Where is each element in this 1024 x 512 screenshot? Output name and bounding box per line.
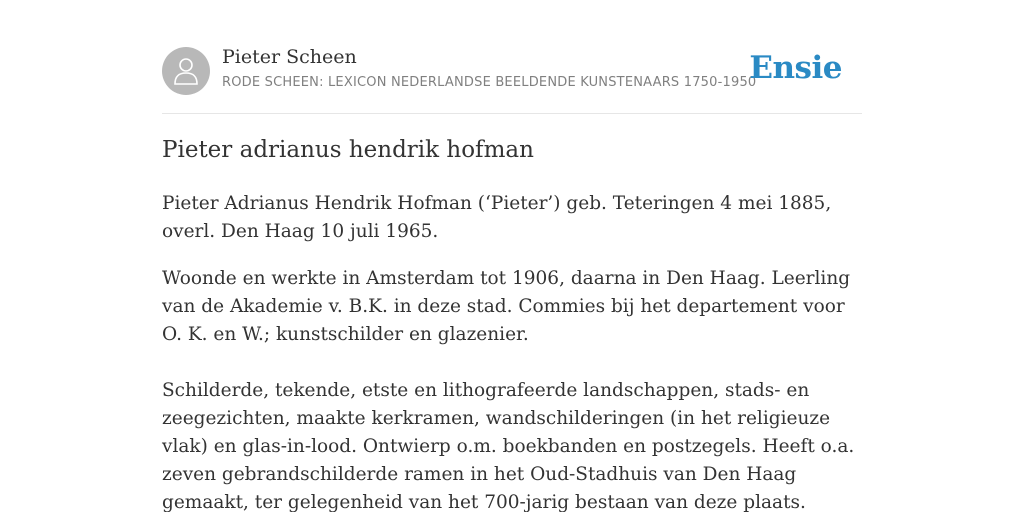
ensie-logo[interactable]: Ensie [749, 50, 842, 86]
article-title: Pieter adrianus hendrik hofman [162, 137, 534, 163]
header-divider [162, 113, 862, 114]
user-avatar-icon [174, 57, 198, 85]
paragraph-spacer [162, 349, 862, 377]
article-header [162, 47, 862, 95]
author-avatar[interactable] [162, 47, 210, 95]
article-body [162, 190, 862, 512]
article-paragraph: Pieter Adrianus Hendrik Hofman (‘Pieter’) geb. Teteringen 4 mei 1885, overl. Den Haag 10 juli 1965. [162, 193, 832, 242]
article-paragraph: Schilderde, tekende, etste en lithografeerde landschappen, stads- en zeegezichten, maakte kerkramen, wandschilderingen (in het religieuze vlak) en glas-in-lood. Ontwierp o.m. boekbanden en postzegels. Heeft o.a. zeven gebrandschilderde ramen in het Oud-Stadhuis van Den Haag gemaakt, ter gelegenheid van het 700-jarig bestaan van deze plaats. [162, 380, 855, 512]
source-name[interactable]: RODE SCHEEN: LEXICON NEDERLANDSE BEELDENDE KUNSTENAARS 1750-1950 [222, 75, 757, 90]
author-name[interactable]: Pieter Scheen [222, 46, 357, 68]
article-paragraph: Woonde en werkte in Amsterdam tot 1906, daarna in Den Haag. Leerling van de Akademie v. B.K. in deze stad. Commies bij het departement voor O. K. en W.; kunstschilder en glazenier. [162, 268, 851, 345]
